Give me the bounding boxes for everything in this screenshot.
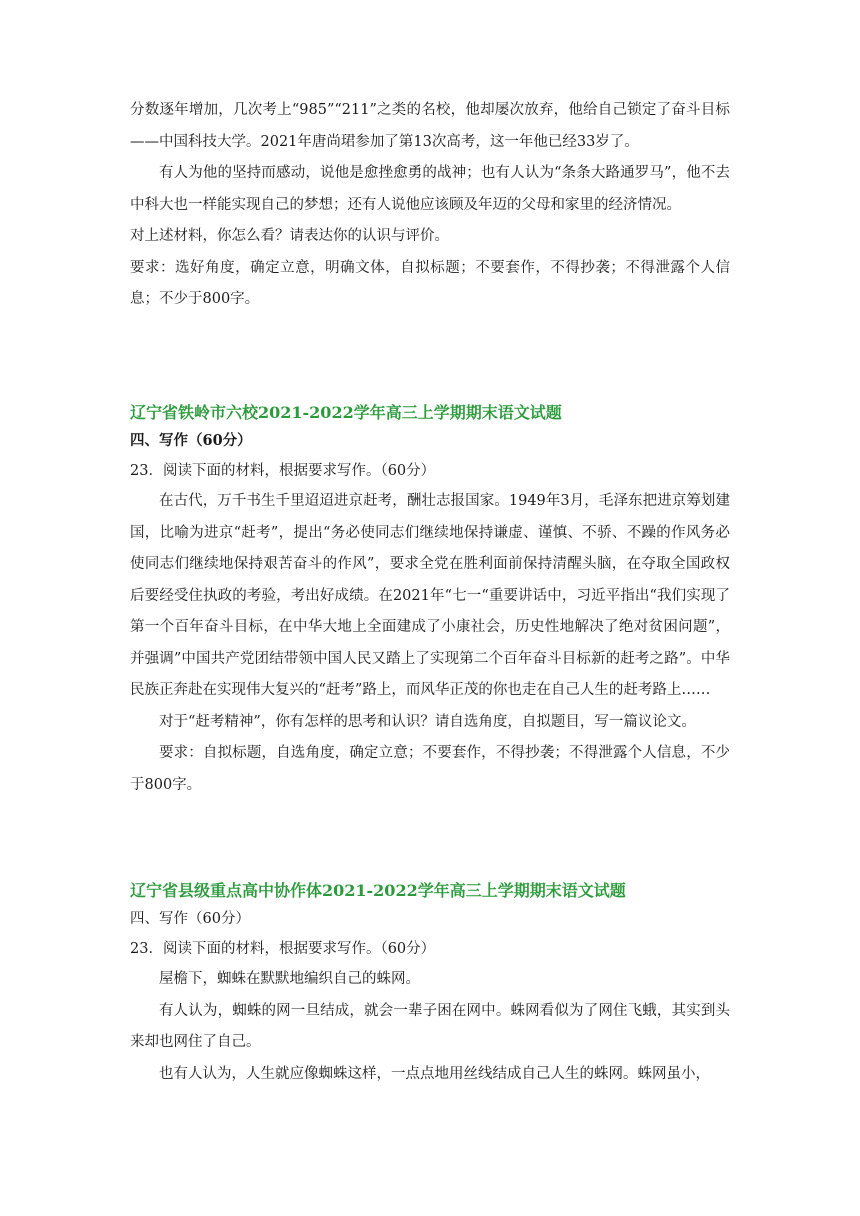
paragraph: 分数逐年增加，几次考上“985”“211”之类的名校，他却屡次放弃，他给自己锁定了奋斗目标——中国科技大学。2021年唐尚珺参加了第13次高考，这一年他已经33岁了。 (130, 102, 730, 150)
material-paragraph: 也有人认为，人生就应像蜘蛛这样，一点点地用丝线结成自己人生的蛛网。蛛网虽小， (159, 1065, 710, 1082)
essay-prompt-continued (130, 95, 730, 316)
section-title: 辽宁省县级重点高中协作体2021-2022学年高三上学期期末语文试题 (130, 881, 626, 900)
material-paragraph: 在古代，万千书生千里迢迢进京赶考，酬壮志报国家。1949年3月，毛泽东把进京筹划建国，比喻为进京“赶考”，提出“务必使同志们继续地保持谦虚、谨慎、不骄、不躁的作风务必使同志们继续地保持艰苦奋斗的作风”，要求全党在胜利面前保持清醒头脑，在夺取全国政权后要经受住执政的考验，考出好成绩。在2021年“七一“重要讲话中，习近平指出“我们实现了第一个百年奋斗目标，在中华大地上全面建成了小康社会，历史性地解决了绝对贫困问题”，并强调”中国共产党团结带领中国人民又踏上了实现第二个百年奋斗目标新的赶考之路”。中华民族正奔赴在实现伟大复兴的“赶考”路上，而风华正茂的你也走在自己人生的赶考路上…… (130, 493, 730, 698)
section-title: 辽宁省铁岭市六校2021-2022学年高三上学期期末语文试题 (130, 403, 562, 422)
prompt-paragraph: 对于“赶考精神”，你有怎样的思考和认识？请自选角度，自拟题目，写一篇议论文。 (159, 713, 696, 730)
requirement-paragraph: 要求：选好角度，确定立意，明确文体，自拟标题；不要套作，不得抄袭；不得泄露个人信息；不少于800字。 (130, 259, 730, 307)
part-heading: 四、写作（60分） (130, 432, 252, 449)
paragraph: 有人为他的坚持而感动，说他是愈挫愈勇的战神；也有人认为“条条大路通罗马”，他不去中科大也一样能实现自己的梦想；还有人说他应该顾及年迈的父母和家里的经济情况。 (130, 165, 730, 213)
material-paragraph: 屋檐下，蜘蛛在默默地编织自己的蛛网。 (159, 971, 420, 987)
question-heading: 23．阅读下面的材料，根据要求写作。（60分） (130, 463, 436, 479)
question-heading: 23．阅读下面的材料，根据要求写作。（60分） (130, 941, 436, 957)
material-paragraph: 有人认为，蜘蛛的网一旦结成，就会一辈子困在网中。蛛网看似为了网住飞蛾，其实到头来却也网住了自己。 (130, 1002, 730, 1050)
part-heading: 四、写作（60分） (130, 911, 250, 927)
exam-section-county (130, 878, 730, 1090)
requirement-paragraph: 要求：自拟标题，自选角度，确定立意；不要套作，不得抄袭；不得泄露个人信息，不少于800字。 (130, 745, 730, 793)
exam-section-tieling (130, 400, 730, 801)
paragraph: 对上述材料，你怎么看？请表达你的认识与评价。 (130, 228, 449, 244)
